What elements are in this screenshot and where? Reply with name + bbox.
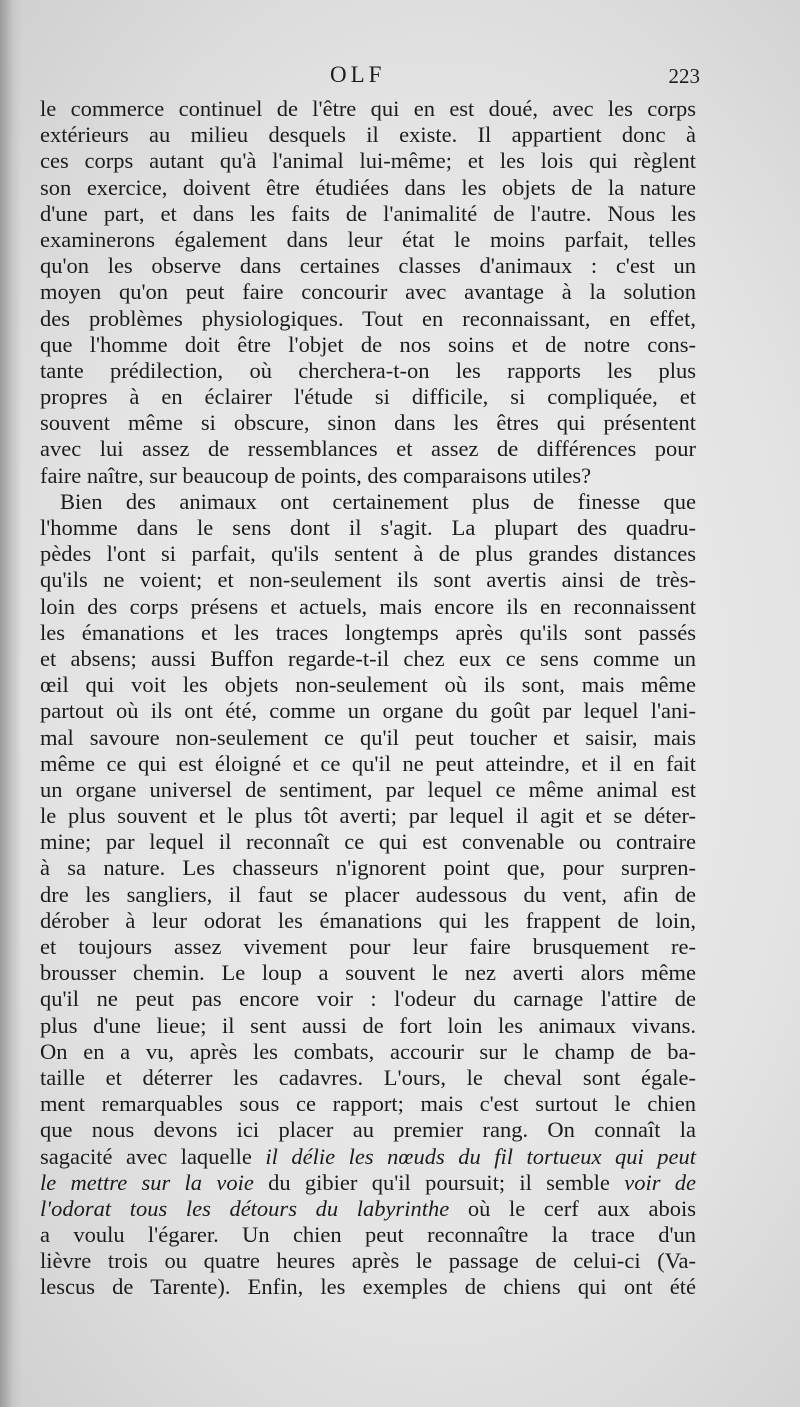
italic-text-segment: le mettre sur la voie bbox=[40, 1169, 254, 1195]
text-segment: extérieurs au milieu desquels il existe. Il appartient donc à bbox=[40, 122, 696, 148]
italic-text-segment: l'odorat tous les détours du labyrinthe bbox=[40, 1195, 450, 1221]
text-segment: l'homme dans le sens dont il s'agit. La plupart des quadru- bbox=[40, 515, 696, 540]
text-segment: un organe universel de sentiment, par lequel ce même animal est bbox=[40, 776, 696, 802]
text-segment: examinerons également dans leur état le moins parfait, telles bbox=[40, 226, 696, 252]
text-segment: On en a vu, après les combats, accourir sur le champ de ba- bbox=[40, 1038, 696, 1064]
text-line bbox=[40, 201, 696, 227]
text-segment: a voulu l'égarer. Un chien peut reconnaître la trace d'un bbox=[40, 1222, 696, 1248]
text-line bbox=[40, 855, 696, 881]
italic-text-segment: voir de bbox=[624, 1169, 696, 1195]
text-segment: et absens; aussi Buffon regarde-t-il chez eux ce sens comme un bbox=[40, 645, 696, 671]
text-segment: tante prédilection, où cherchera-t-on les rapports les plus bbox=[40, 357, 696, 383]
text-line bbox=[40, 515, 696, 541]
text-line bbox=[40, 96, 696, 122]
text-line bbox=[40, 751, 696, 777]
text-segment: loin des corps présens et actuels, mais encore ils en reconnaissent bbox=[40, 593, 696, 619]
text-line bbox=[40, 175, 696, 201]
text-segment: qu'il ne peut pas encore voir : l'odeur du carnage l'attire de bbox=[40, 986, 696, 1012]
text-segment: que l'homme doit être l'objet de nos soins et de notre cons- bbox=[40, 331, 696, 357]
text-segment: dérober à leur odorat les émanations qui les frappent de loin, bbox=[40, 907, 696, 933]
running-header bbox=[40, 62, 700, 92]
text-line bbox=[40, 1248, 696, 1274]
text-segment: moyen qu'on peut faire concourir avec avantage à la solution bbox=[40, 279, 696, 305]
text-line bbox=[40, 698, 696, 724]
text-line bbox=[40, 567, 696, 593]
text-segment: mine; par lequel il reconnaît ce qui est convenable ou contraire bbox=[40, 829, 696, 855]
text-line bbox=[40, 1274, 696, 1300]
text-segment: propres à en éclairer l'étude si difficile, si compliquée, et bbox=[40, 384, 696, 410]
text-line bbox=[40, 1196, 696, 1222]
text-segment: les émanations et les traces longtemps après qu'ils sont passés bbox=[40, 619, 696, 645]
text-line bbox=[40, 1039, 696, 1065]
text-segment: œil qui voit les objets non-seulement où ils sont, mais même bbox=[40, 672, 696, 698]
page-gutter-shadow bbox=[0, 0, 22, 1407]
text-segment: pèdes l'ont si parfait, qu'ils sentent à de plus grandes distances bbox=[40, 541, 696, 567]
text-line bbox=[40, 436, 696, 462]
text-line bbox=[40, 803, 696, 829]
text-line bbox=[40, 986, 696, 1012]
text-segment: plus d'une lieue; il sent aussi de fort loin les animaux vivans. bbox=[40, 1012, 696, 1038]
text-line bbox=[40, 725, 696, 751]
text-segment: partout où ils ont été, comme un organe du goût par lequel l'ani- bbox=[40, 698, 696, 724]
text-segment: que nous devons ici placer au premier rang. On connaît la bbox=[40, 1117, 696, 1143]
text-line bbox=[40, 148, 696, 174]
page-number: 223 bbox=[668, 64, 700, 88]
text-line bbox=[40, 1170, 696, 1196]
text-segment: qu'ils ne voient; et non-seulement ils sont avertis ainsi de très- bbox=[40, 567, 696, 593]
text-line bbox=[40, 332, 696, 358]
text-segment: avec lui assez de ressemblances et assez de différences pour bbox=[40, 436, 696, 462]
text-line bbox=[40, 1222, 696, 1248]
text-line bbox=[40, 777, 696, 803]
text-segment: le commerce continuel de l'être qui en est doué, avec les corps bbox=[40, 96, 696, 121]
text-segment: taille et déterrer les cadavres. L'ours, le cheval sont égale- bbox=[40, 1064, 696, 1090]
text-segment: souvent même si obscure, sinon dans les êtres qui présentent bbox=[40, 410, 696, 436]
text-line bbox=[40, 279, 696, 305]
text-line bbox=[40, 227, 696, 253]
text-segment: ment remarquables sous ce rapport; mais c'est surtout le chien bbox=[40, 1091, 696, 1117]
text-line bbox=[40, 1117, 696, 1143]
text-line bbox=[40, 908, 696, 934]
text-line bbox=[40, 934, 696, 960]
text-segment: brousser chemin. Le loup a souvent le nez averti alors même bbox=[40, 960, 696, 986]
text-line bbox=[40, 122, 696, 148]
text-segment: même ce qui est éloigné et ce qu'il ne peut atteindre, et il en fait bbox=[40, 750, 696, 776]
text-segment: faire naître, sur beaucoup de points, des comparaisons utiles? bbox=[40, 462, 592, 488]
body-text bbox=[40, 96, 696, 1301]
text-segment: du gibier qu'il poursuit; il semble bbox=[253, 1169, 625, 1195]
italic-text-segment: il délie les nœuds du fil tortueux qui peut bbox=[265, 1143, 696, 1169]
text-segment: son exercice, doivent être étudiées dans les objets de la nature bbox=[40, 174, 696, 200]
text-segment: mal savoure non-seulement ce qu'il peut toucher et saisir, mais bbox=[40, 724, 696, 750]
text-line bbox=[40, 882, 696, 908]
text-line bbox=[40, 594, 696, 620]
text-line bbox=[40, 489, 696, 515]
text-line bbox=[40, 672, 696, 698]
text-segment: lièvre trois ou quatre heures après le passage de celui-ci (Va- bbox=[40, 1248, 696, 1274]
text-line bbox=[40, 253, 696, 279]
text-segment: lescus de Tarente). Enfin, les exemples de chiens qui ont été bbox=[40, 1274, 696, 1300]
text-segment: ces corps autant qu'à l'animal lui-même; et les lois qui règlent bbox=[40, 148, 696, 174]
text-line bbox=[40, 829, 696, 855]
text-line bbox=[40, 463, 696, 489]
text-segment: le plus souvent et le plus tôt averti; par lequel il agit et se déter- bbox=[40, 803, 696, 829]
running-title: OLF bbox=[330, 62, 386, 87]
text-segment: qu'on les observe dans certaines classes d'animaux : c'est un bbox=[40, 253, 696, 279]
text-segment: Bien des animaux ont certainement plus de finesse que bbox=[60, 488, 696, 514]
text-line bbox=[40, 410, 696, 436]
text-line bbox=[40, 384, 696, 410]
text-segment: où le cerf aux abois bbox=[449, 1195, 696, 1221]
text-line bbox=[40, 620, 696, 646]
text-segment: dre les sangliers, il faut se placer audessous du vent, afin de bbox=[40, 881, 696, 907]
text-segment: sagacité avec laquelle bbox=[40, 1143, 266, 1169]
text-segment: à sa nature. Les chasseurs n'ignorent point que, pour surpren- bbox=[40, 855, 696, 881]
text-line bbox=[40, 1144, 696, 1170]
text-segment: d'une part, et dans les faits de l'animalité de l'autre. Nous les bbox=[40, 200, 696, 226]
text-line bbox=[40, 646, 696, 672]
text-line bbox=[40, 306, 696, 332]
text-line bbox=[40, 960, 696, 986]
text-line bbox=[40, 358, 696, 384]
text-line bbox=[40, 1065, 696, 1091]
text-segment: et toujours assez vivement pour leur faire brusquement re- bbox=[40, 934, 696, 959]
text-line bbox=[40, 1091, 696, 1117]
text-line bbox=[40, 1013, 696, 1039]
text-segment: des problèmes physiologiques. Tout en reconnaissant, en effet, bbox=[40, 305, 696, 331]
text-line bbox=[40, 541, 696, 567]
